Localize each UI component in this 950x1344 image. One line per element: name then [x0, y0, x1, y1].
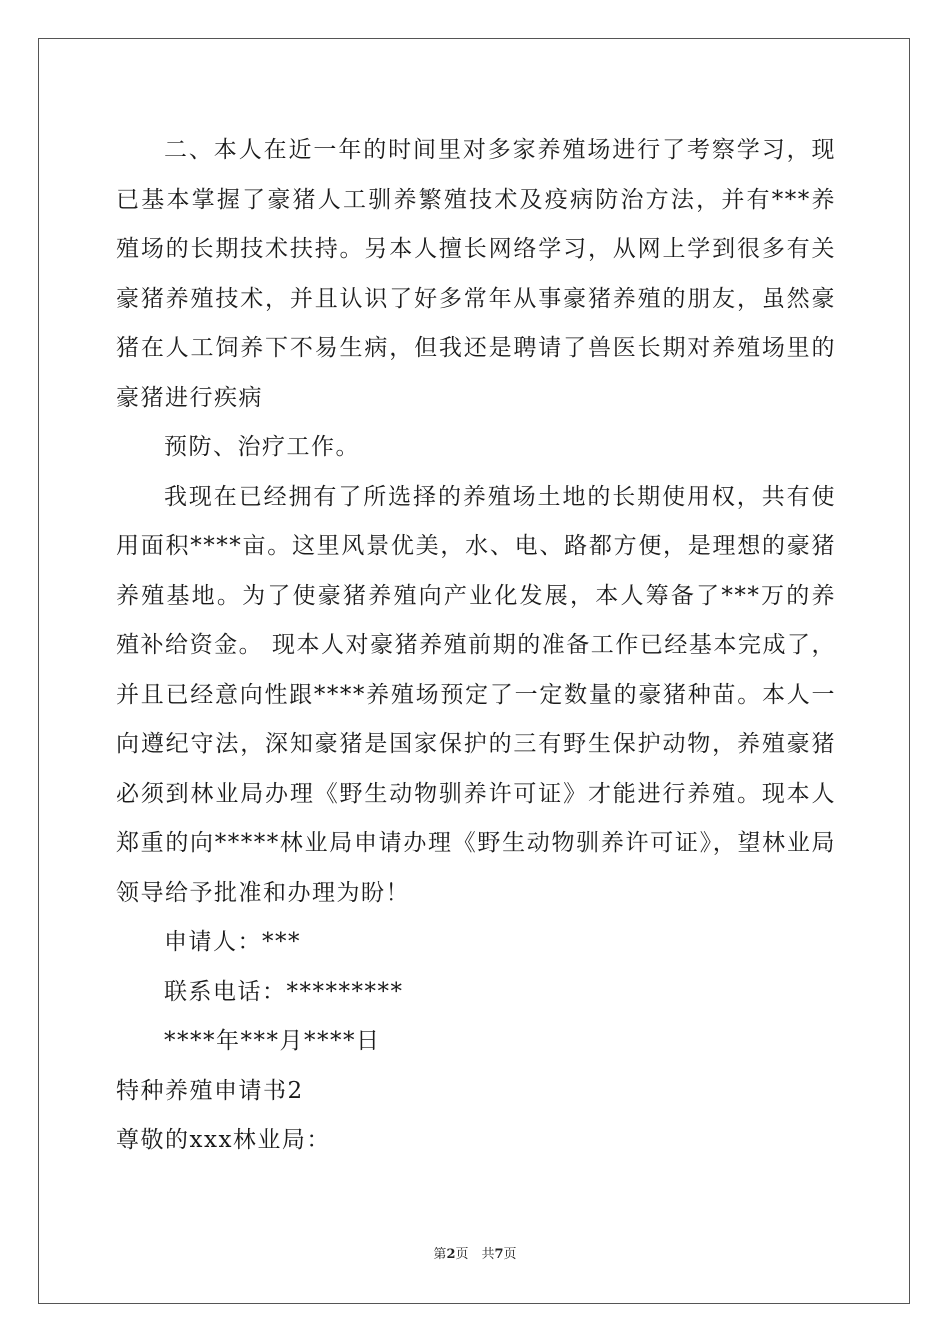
- phone-line: 联系电话：*********: [164, 978, 404, 1005]
- footer-suffix: 页: [503, 1247, 517, 1262]
- total-page-number: 7: [494, 1247, 504, 1262]
- footer-mid: 页 共: [455, 1247, 495, 1262]
- next-document-title: 特种养殖申请书2: [116, 1077, 304, 1104]
- document-body: [116, 126, 836, 1166]
- current-page-number: 2: [446, 1247, 456, 1262]
- paragraph-experience: 二、本人在近一年的时间里对多家养殖场进行了考察学习，现已基本掌握了豪猪人工驯养繁殖技术及疫病防治方法，并有***养殖场的长期技术扶持。另本人擅长网络学习，从网上学到很多有关 豪猪养殖技术，并且认识了好多常年从事豪猪养殖的朋友，虽然豪猪在人工饲养下不易生病，但我还是聘请了兽医长期对养殖场里的豪猪进行疾病: [116, 137, 836, 411]
- paragraph-prevention: 预防、治疗工作。: [164, 434, 360, 460]
- salutation-line: 尊敬的xxx林业局：: [116, 1127, 331, 1153]
- paragraph-application: 我现在已经拥有了所选择的养殖场土地的长期使用权，共有使用面积****亩。这里风景优美，水、电、路都方便，是理想的豪猪养殖基地。为了使豪猪养殖向产业化发展，本人筹备了***万的养殖补给资金。 现本人对豪猪养殖前期的准备工作已经基本完成了，并且已经意向性跟****养殖场预定了一定数量的豪猪种苗。本人一向遵纪守法，深知豪猪是国家保护的三有野生保护动物，养殖豪猪必须到林业局办理《野生动物驯养许可证》才能进行养殖。现本人郑重的向*****林业局申请办理《野生动物驯养许可证》，望林业局领导给予批准和办理为盼！: [116, 483, 836, 906]
- applicant-line: 申请人：***: [164, 929, 301, 955]
- footer-prefix: 第: [433, 1247, 447, 1262]
- page-footer: [0, 1247, 950, 1263]
- date-line: ****年***月****日: [164, 1028, 381, 1054]
